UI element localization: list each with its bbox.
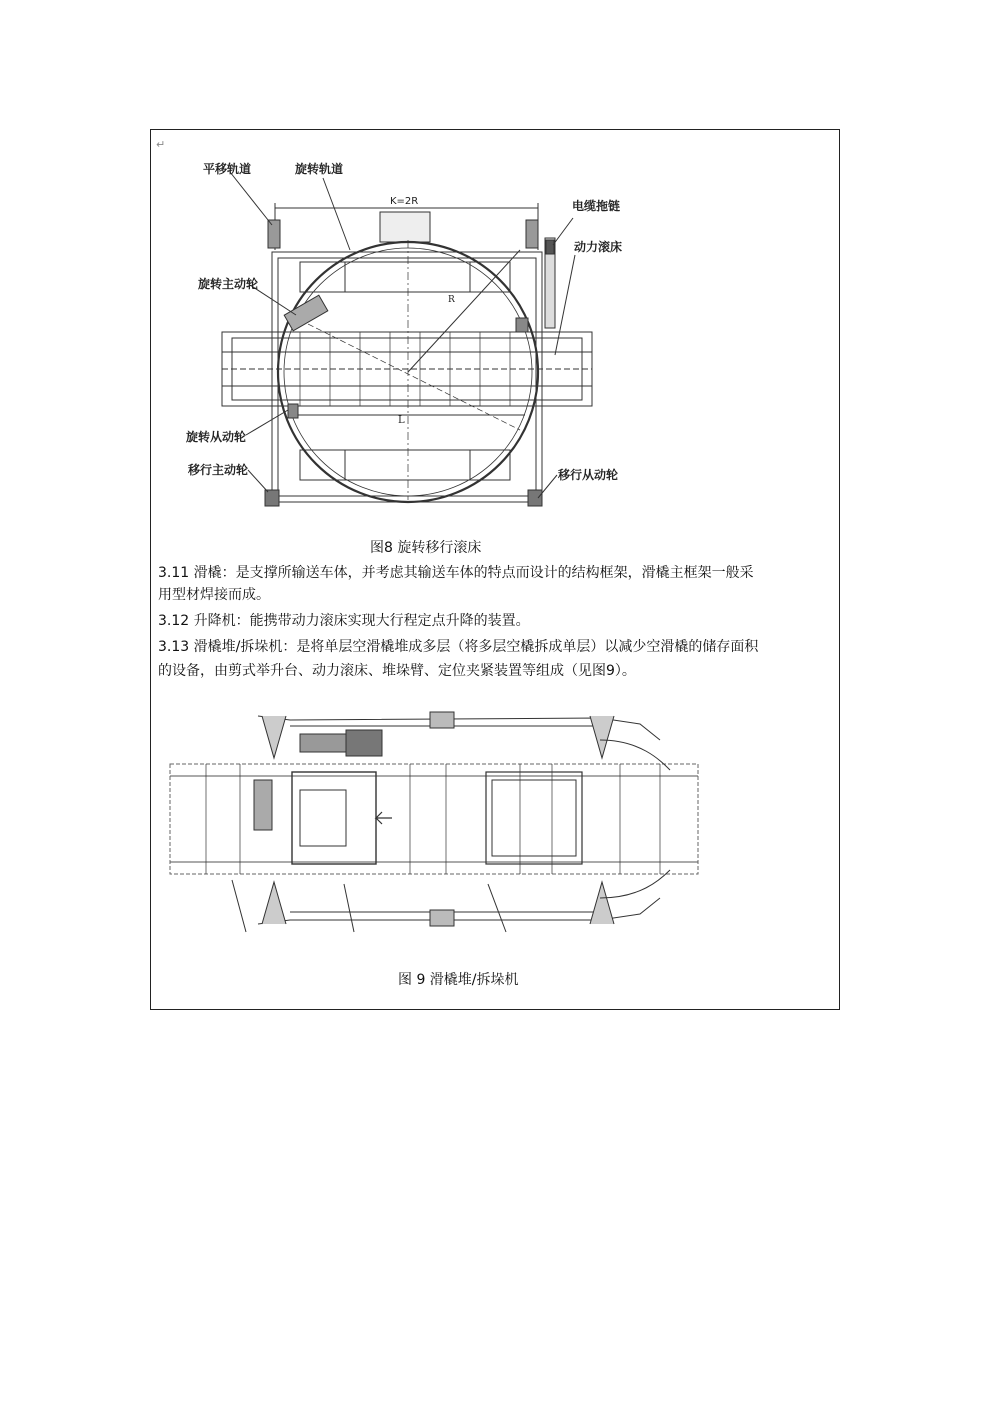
label-yixing-congdonglun: 移行从动轮 (558, 468, 619, 482)
figure-9-caption: 图 9 滑橇堆/拆垛机 (398, 972, 519, 988)
figure-8-caption: 图8 旋转移行滚床 (370, 540, 482, 556)
label-dianlan-tuolian: 电缆拖链 (572, 199, 621, 213)
paragraph-3-13-line-2: 的设备，由剪式举升台、动力滚床、堆垛臂、定位夹紧装置等组成（见图9）。 (158, 663, 636, 679)
label-pingyi-guidao: 平移轨道 (203, 162, 252, 176)
paragraph-3-11-line-1: 3.11 滑橇：是支撑所输送车体，并考虑其输送车体的特点而设计的结构框架，滑橇主框架一般采 (158, 565, 754, 581)
dimension-r: R (448, 295, 455, 305)
dimension-k: K=2R (390, 196, 419, 207)
label-xuanzhuan-congdonglun: 旋转从动轮 (186, 430, 247, 444)
label-yixing-zhudonglun: 移行主动轮 (188, 463, 249, 477)
label-dongli-gunchuang: 动力滚床 (574, 240, 623, 254)
return-mark: ↵ (156, 138, 166, 151)
paragraph-3-11-line-2: 用型材焊接而成。 (158, 587, 270, 603)
label-xuanzhuan-zhudonglun: 旋转主动轮 (198, 277, 259, 291)
paragraph-3-12: 3.12 升降机：能携带动力滚床实现大行程定点升降的装置。 (158, 613, 530, 629)
label-xuanzhuan-guidao: 旋转轨道 (295, 162, 344, 176)
paragraph-3-13-line-1: 3.13 滑橇堆/拆垛机：是将单层空滑橇堆成多层（将多层空橇拆成单层）以减少空滑橇的储存面积 (158, 639, 759, 655)
dimension-l: L (398, 415, 405, 426)
